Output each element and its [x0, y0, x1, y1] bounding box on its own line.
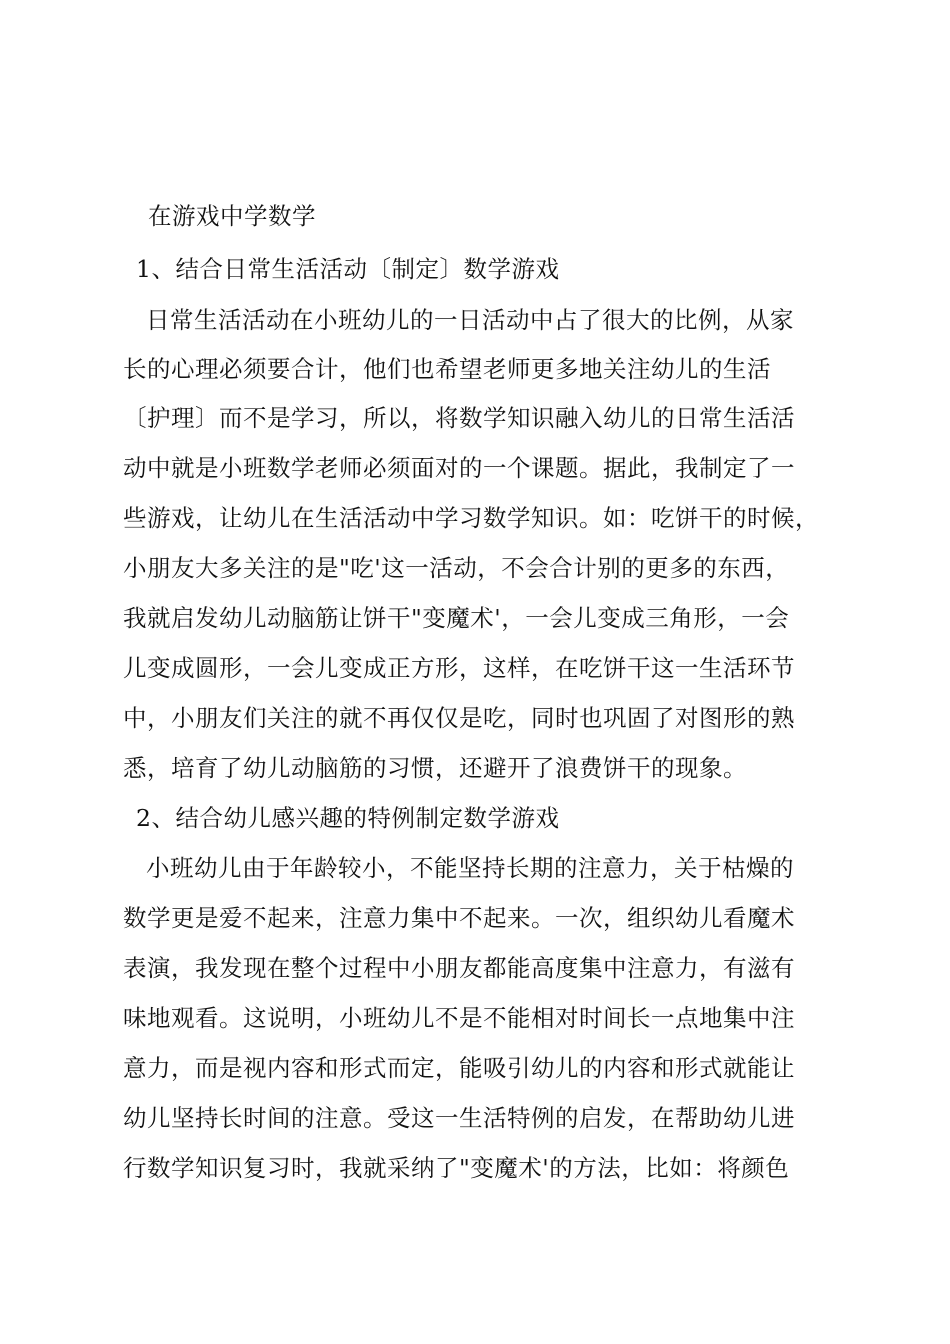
section-2-heading: 2、结合幼儿感兴趣的特例制定数学游戏: [136, 804, 560, 832]
section-1-line-8: 儿变成圆形，一会儿变成正方形，这样，在吃饼干这一生活环节: [123, 654, 795, 682]
section-1-line-2: 长的心理必须要合计，他们也希望老师更多地关注幼儿的生活: [123, 355, 771, 383]
section-1-line-5: 些游戏，让幼儿在生活活动中学习数学知识。如：吃饼干的时候，: [123, 504, 819, 532]
section-2-line-2: 数学更是爱不起来，注意力集中不起来。一次，组织幼儿看魔术: [123, 904, 795, 932]
section-1-line-4: 动中就是小班数学老师必须面对的一个课题。据此，我制定了一: [123, 454, 795, 482]
section-1-line-9: 中，小朋友们关注的就不再仅仅是吃，同时也巩固了对图形的熟: [123, 704, 795, 732]
section-1-line-3: 〔护理〕而不是学习，所以，将数学知识融入幼儿的日常生活活: [123, 404, 795, 432]
section-2-line-7: 行数学知识复习时，我就采纳了"变魔术'的方法，比如：将颜色: [123, 1154, 790, 1182]
section-2-line-1: 小班幼儿由于年龄较小，不能坚持长期的注意力，关于枯燥的: [146, 854, 794, 882]
section-2-line-4: 味地观看。这说明，小班幼儿不是不能相对时间长一点地集中注: [123, 1004, 795, 1032]
section-1-line-7: 我就启发幼儿动脑筋让饼干"变魔术'，一会儿变成三角形，一会: [123, 604, 790, 632]
section-1-heading: 1、结合日常生活活动〔制定〕数学游戏: [136, 255, 560, 283]
section-1-line-1: 日常生活活动在小班幼儿的一日活动中占了很大的比例，从家: [146, 306, 794, 334]
document-title: 在游戏中学数学: [148, 202, 316, 230]
section-1-line-10: 悉，培育了幼儿动脑筋的习惯，还避开了浪费饼干的现象。: [123, 754, 747, 782]
section-1-line-6: 小朋友大多关注的是"吃'这一活动，不会合计别的更多的东西，: [123, 554, 790, 582]
section-2-line-6: 幼儿坚持长时间的注意。受这一生活特例的启发，在帮助幼儿进: [123, 1104, 795, 1132]
section-2-line-5: 意力，而是视内容和形式而定，能吸引幼儿的内容和形式就能让: [123, 1054, 795, 1082]
section-2-line-3: 表演，我发现在整个过程中小朋友都能高度集中注意力，有滋有: [123, 954, 795, 982]
